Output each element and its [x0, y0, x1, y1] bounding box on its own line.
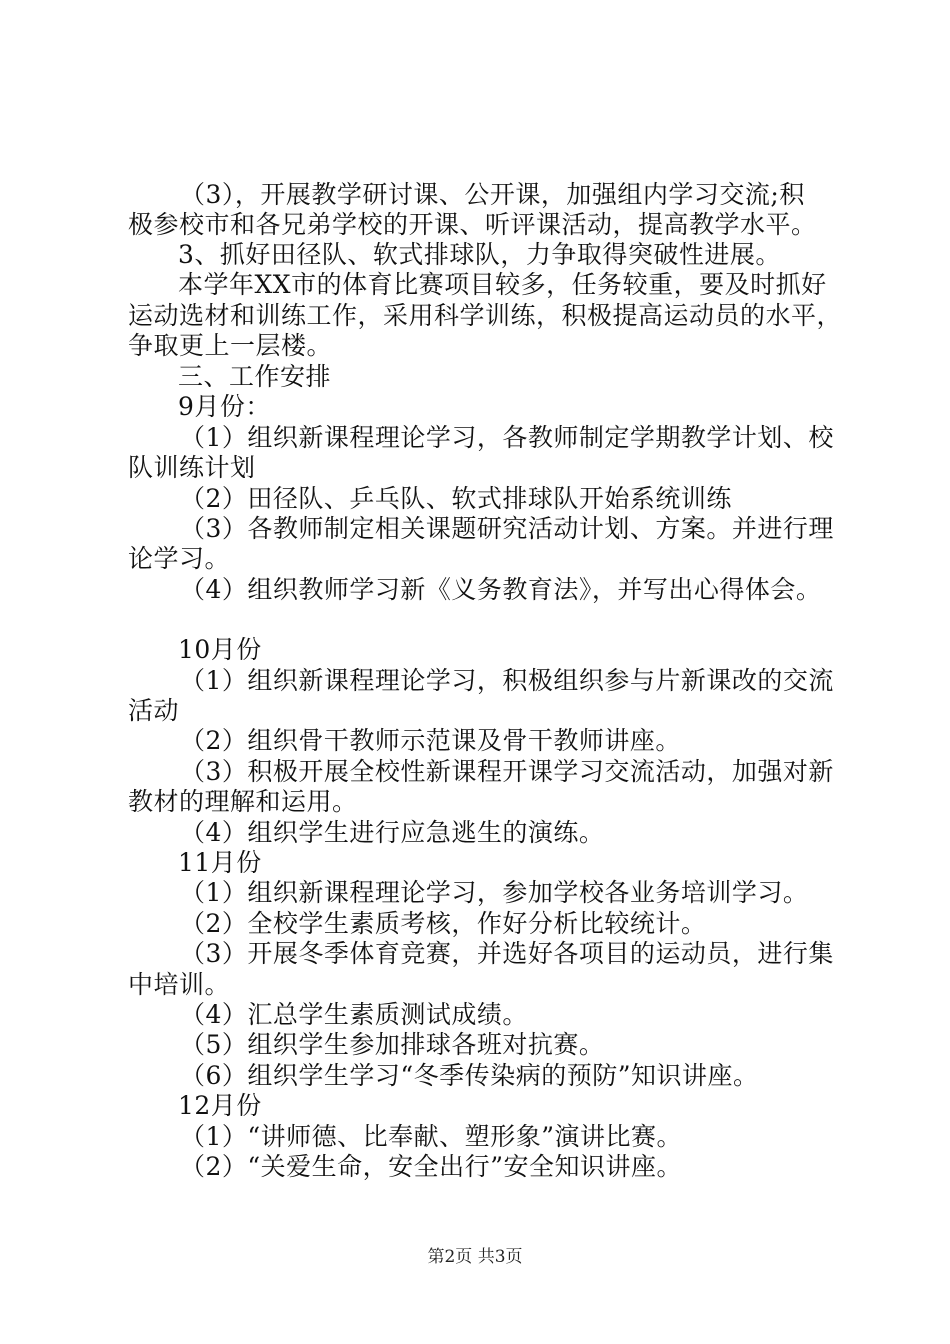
section-heading: 三、工作安排: [178, 362, 332, 391]
paragraph-line: （3），开展教学研讨课、公开课，加强组内学习交流;积: [180, 180, 805, 209]
list-item-continuation: 队训练计划: [128, 453, 256, 482]
paragraph-line: 极参校市和各兄弟学校的开课、听评课活动，提高教学水平。: [128, 210, 817, 239]
paragraph-line: 3、抓好田径队、软式排球队，力争取得突破性进展。: [178, 240, 781, 269]
list-item: （3）开展冬季体育竞赛，并选好各项目的运动员，进行集: [180, 939, 834, 968]
list-item: （1）组织新课程理论学习，参加学校各业务培训学习。: [180, 878, 809, 907]
month-heading: 9月份：: [178, 392, 271, 421]
month-heading: 12月份: [178, 1091, 262, 1120]
paragraph-line: 运动选材和训练工作，采用科学训练，积极提高运动员的水平，: [128, 301, 843, 330]
list-item: （6）组织学生学习“冬季传染病的预防”知识讲座。: [180, 1061, 759, 1090]
list-item: （4）组织教师学习新《义务教育法》，并写出心得体会。: [180, 575, 822, 604]
list-item: （3）积极开展全校性新课程开课学习交流活动，加强对新: [180, 757, 834, 786]
page-number-label: 第2页 共3页: [427, 1247, 523, 1267]
page-footer: [0, 1242, 950, 1267]
list-item: （2）“关爱生命，安全出行”安全知识讲座。: [180, 1152, 682, 1181]
paragraph-line: 争取更上一层楼。: [128, 331, 333, 360]
list-item: （1）“讲师德、比奉献、塑形象”演讲比赛。: [180, 1122, 682, 1151]
list-item: （4）组织学生进行应急逃生的演练。: [180, 818, 605, 847]
list-item: （5）组织学生参加排球各班对抗赛。: [180, 1030, 605, 1059]
list-item-continuation: 活动: [128, 696, 180, 725]
list-item: （2）田径队、乒乓队、软式排球队开始系统训练: [180, 484, 732, 513]
list-item: （3）各教师制定相关课题研究活动计划、方案。并进行理: [180, 514, 834, 543]
list-item: （2）组织骨干教师示范课及骨干教师讲座。: [180, 726, 681, 755]
month-heading: 10月份: [178, 635, 262, 664]
month-heading: 11月份: [178, 848, 262, 877]
list-item: （1）组织新课程理论学习，各教师制定学期教学计划、校: [180, 423, 834, 452]
list-item: （2）全校学生素质考核，作好分析比较统计。: [180, 909, 707, 938]
list-item: （4）汇总学生素质测试成绩。: [180, 1000, 528, 1029]
list-item: （1）组织新课程理论学习，积极组织参与片新课改的交流: [180, 666, 834, 695]
list-item-continuation: 教材的理解和运用。: [128, 787, 358, 816]
list-item-continuation: 论学习。: [128, 544, 231, 573]
list-item-continuation: 中培训。: [128, 970, 231, 999]
paragraph-line: 本学年XX市的体育比赛项目较多，任务较重，要及时抓好: [178, 270, 827, 299]
